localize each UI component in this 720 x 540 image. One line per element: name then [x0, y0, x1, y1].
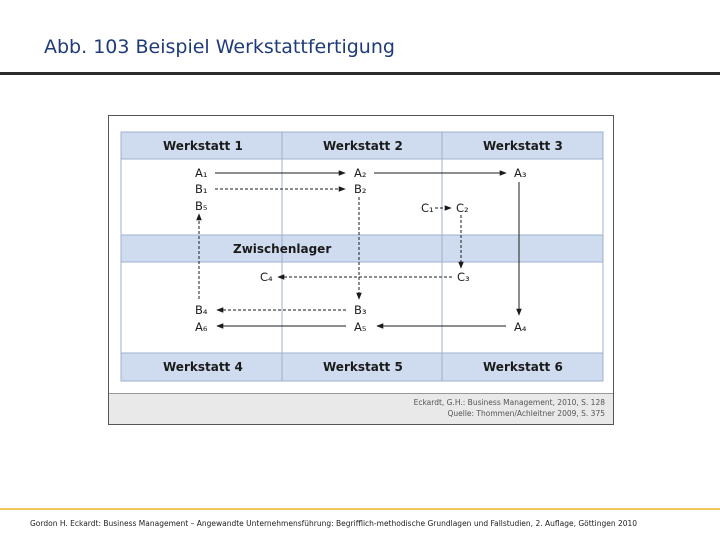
werkstatt-1-label: Werkstatt 1: [163, 139, 243, 153]
node-b3: B₃: [354, 303, 367, 317]
node-a1: A₁: [195, 166, 208, 180]
node-a3: A₃: [514, 166, 527, 180]
node-a4: A₄: [514, 320, 527, 334]
storage-band: [121, 235, 603, 262]
node-c1: C₁: [421, 201, 434, 215]
werkstatt-5-label: Werkstatt 5: [323, 360, 403, 374]
node-a2: A₂: [354, 166, 367, 180]
werkstatt-2-label: Werkstatt 2: [323, 139, 403, 153]
title-divider: [0, 72, 720, 75]
workshop-flow-svg: [109, 116, 613, 394]
werkstatt-4-label: Werkstatt 4: [163, 360, 243, 374]
workshop-production-diagram: [108, 115, 614, 425]
node-a5: A₅: [354, 320, 367, 334]
slide-title: Abb. 103 Beispiel Werkstattfertigung: [44, 36, 395, 58]
werkstatt-6-label: Werkstatt 6: [483, 360, 563, 374]
node-b4: B₄: [195, 303, 208, 317]
source-box: [109, 393, 613, 424]
footer-divider: [0, 508, 720, 510]
node-a6: A₆: [195, 320, 208, 334]
source-citation-line-1: Eckardt, G.H.: Business Management, 2010, S. 128: [413, 398, 605, 407]
node-b1: B₁: [195, 182, 208, 196]
node-c3: C₃: [457, 270, 470, 284]
node-b2: B₂: [354, 182, 367, 196]
werkstatt-3-label: Werkstatt 3: [483, 139, 563, 153]
source-citation-line-2: Quelle: Thommen/Achleitner 2009, S. 375: [447, 409, 605, 418]
footer-citation: Gordon H. Eckardt: Business Management – Angewandte Unternehmensführung: Begrifflich-methodische Grundlagen und Fallstudien, 2. Auflage, Göttingen 2010: [30, 519, 638, 528]
node-c4: C₄: [260, 270, 273, 284]
node-c2: C₂: [456, 201, 469, 215]
zwischenlager-label: Zwischenlager: [233, 242, 332, 256]
node-b5: B₅: [195, 199, 208, 213]
